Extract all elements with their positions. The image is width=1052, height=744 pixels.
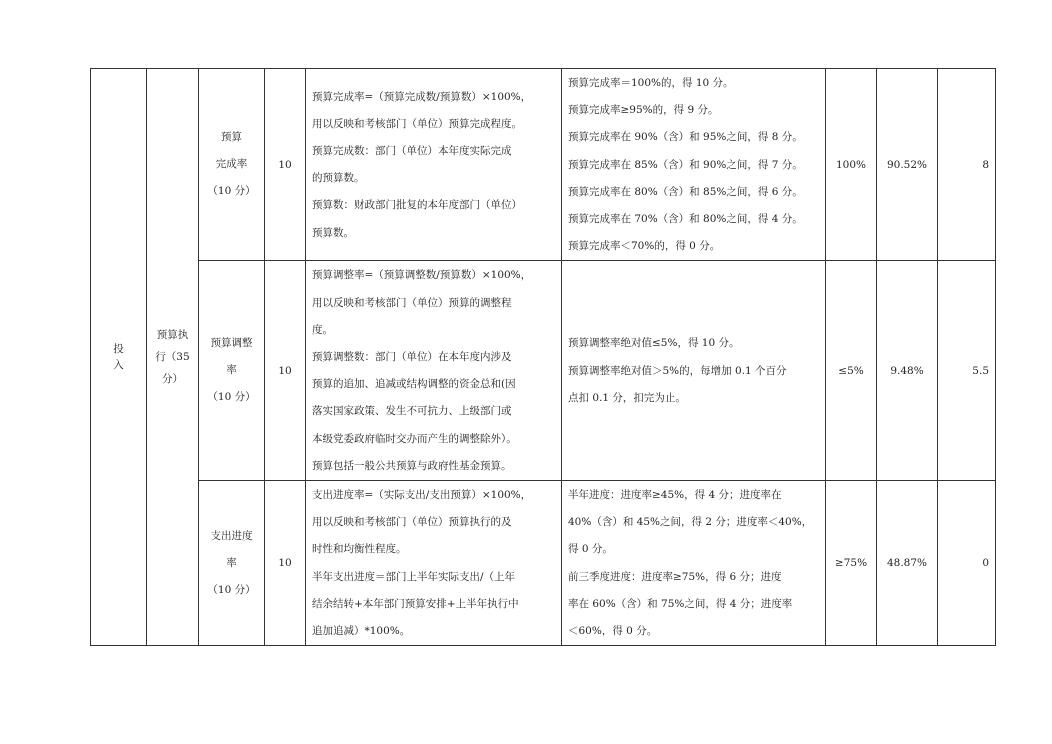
level2-category-line: 行（35 bbox=[155, 351, 190, 364]
definition-line: 支出进度率=（实际支出/支出预算）×100%， bbox=[312, 489, 532, 502]
definition-line: 预算的追加、追减或结构调整的资金总和(因 bbox=[312, 378, 516, 391]
actual-cell: 48.87% bbox=[877, 481, 938, 646]
indicator-cell bbox=[199, 261, 265, 481]
standard-line: ＜60%，得 0 分。 bbox=[568, 625, 658, 638]
definition-line: 预算完成数：部门（单位）本年度实际完成 bbox=[312, 145, 512, 157]
indicator-line: 率 bbox=[226, 364, 237, 377]
level1-category-label: 投入 bbox=[113, 343, 124, 372]
level1-category-cell bbox=[91, 69, 147, 646]
definition-line: 度。 bbox=[312, 323, 333, 336]
indicator-cell bbox=[199, 69, 265, 261]
table-row bbox=[91, 261, 996, 481]
indicator-line: 预算 bbox=[221, 131, 242, 144]
level2-category-line: 预算执 bbox=[156, 329, 189, 342]
indicator-line: （10 分） bbox=[207, 391, 256, 404]
standard-line: 预算完成率在 90%（含）和 95%之间，得 8 分。 bbox=[568, 131, 803, 144]
indicator-line: （10 分） bbox=[207, 583, 256, 596]
standard-line: 预算完成率≥95%的，得 9 分。 bbox=[568, 104, 719, 117]
standard-line: 点扣 0.1 分，扣完为止。 bbox=[568, 391, 686, 404]
score-cell: 0 bbox=[938, 481, 996, 646]
definition-cell bbox=[306, 481, 562, 646]
definition-line: 预算调整数：部门（单位）在本年度内涉及 bbox=[312, 351, 512, 364]
definition-line: 追加追减）*100%。 bbox=[312, 625, 411, 638]
level2-category-cell bbox=[147, 69, 199, 646]
standard-line: 40%（含）和 45%之间，得 2 分；进度率＜40%， bbox=[568, 516, 813, 529]
indicator-line: 支出进度 bbox=[210, 529, 253, 542]
actual-cell: 90.52% bbox=[877, 69, 938, 261]
target-cell: ≥75% bbox=[826, 481, 877, 646]
table-row bbox=[91, 481, 996, 646]
weight-cell: 10 bbox=[265, 261, 306, 481]
definition-line: 用以反映和考核部门（单位）预算完成程度。 bbox=[312, 117, 522, 130]
target-cell: 100% bbox=[826, 69, 877, 261]
standard-line: 得 0 分。 bbox=[568, 543, 613, 556]
indicator-cell bbox=[199, 481, 265, 646]
weight-cell: 10 bbox=[265, 69, 306, 261]
indicator-line: 完成率 bbox=[215, 158, 248, 171]
definition-line: 预算调整率=（预算调整数/预算数）×100%， bbox=[312, 269, 532, 282]
definition-line: 预算完成率=（预算完成数/预算数）×100%， bbox=[312, 90, 532, 103]
standard-cell bbox=[562, 69, 826, 261]
standard-line: 预算完成率在 80%（含）和 85%之间，得 6 分。 bbox=[568, 185, 803, 198]
standard-line: 预算完成率在 70%（含）和 80%之间，得 4 分。 bbox=[568, 213, 803, 226]
standard-line: 预算调整率绝对值≤5%，得 10 分。 bbox=[568, 337, 740, 350]
standard-cell bbox=[562, 481, 826, 646]
definition-line: 预算数。 bbox=[312, 226, 354, 239]
actual-cell: 9.48% bbox=[877, 261, 938, 481]
standard-cell bbox=[562, 261, 826, 481]
definition-line: 预算数：财政部门批复的本年度部门（单位） bbox=[312, 199, 522, 212]
definition-line: 预算包括一般公共预算与政府性基金预算。 bbox=[312, 459, 512, 472]
definition-line: 时性和均衡性程度。 bbox=[312, 543, 407, 556]
definition-line: 半年支出进度＝部门上半年实际支出/（上年 bbox=[312, 570, 516, 583]
standard-line: 前三季度进度：进度率≥75%，得 6 分；进度 bbox=[568, 570, 782, 583]
score-cell: 8 bbox=[938, 69, 996, 261]
standard-line: 预算完成率＜70%的，得 0 分。 bbox=[568, 240, 721, 253]
performance-evaluation-table bbox=[90, 68, 996, 646]
target-cell: ≤5% bbox=[826, 261, 877, 481]
standard-line: 预算调整率绝对值＞5%的，每增加 0.1 个百分 bbox=[568, 364, 787, 377]
definition-cell bbox=[306, 69, 562, 261]
definition-line: 本级党委政府临时交办而产生的调整除外）。 bbox=[312, 432, 517, 445]
score-cell: 5.5 bbox=[938, 261, 996, 481]
definition-cell bbox=[306, 261, 562, 481]
indicator-line: 预算调整 bbox=[210, 337, 253, 350]
definition-line: 用以反映和考核部门（单位）预算的调整程 bbox=[312, 296, 512, 309]
weight-cell: 10 bbox=[265, 481, 306, 646]
definition-line: 用以反映和考核部门（单位）预算执行的及 bbox=[312, 516, 512, 529]
standard-line: 预算完成率＝100%的，得 10 分。 bbox=[568, 77, 734, 89]
indicator-line: （10 分） bbox=[207, 185, 256, 198]
standard-line: 率在 60%（含）和 75%之间，得 4 分；进度率 bbox=[568, 597, 793, 610]
definition-line: 落实国家政策、发生不可抗力、上级部门或 bbox=[312, 405, 512, 418]
table-row bbox=[91, 69, 996, 261]
indicator-line: 率 bbox=[226, 556, 237, 569]
standard-line: 半年进度：进度率≥45%，得 4 分；进度率在 bbox=[568, 489, 782, 502]
level2-category-line: 分） bbox=[162, 373, 183, 386]
definition-line: 结余结转+本年部门预算安排+上半年执行中 bbox=[312, 597, 519, 610]
standard-line: 预算完成率在 85%（含）和 90%之间，得 7 分。 bbox=[568, 158, 803, 171]
definition-line: 的预算数。 bbox=[312, 172, 365, 185]
